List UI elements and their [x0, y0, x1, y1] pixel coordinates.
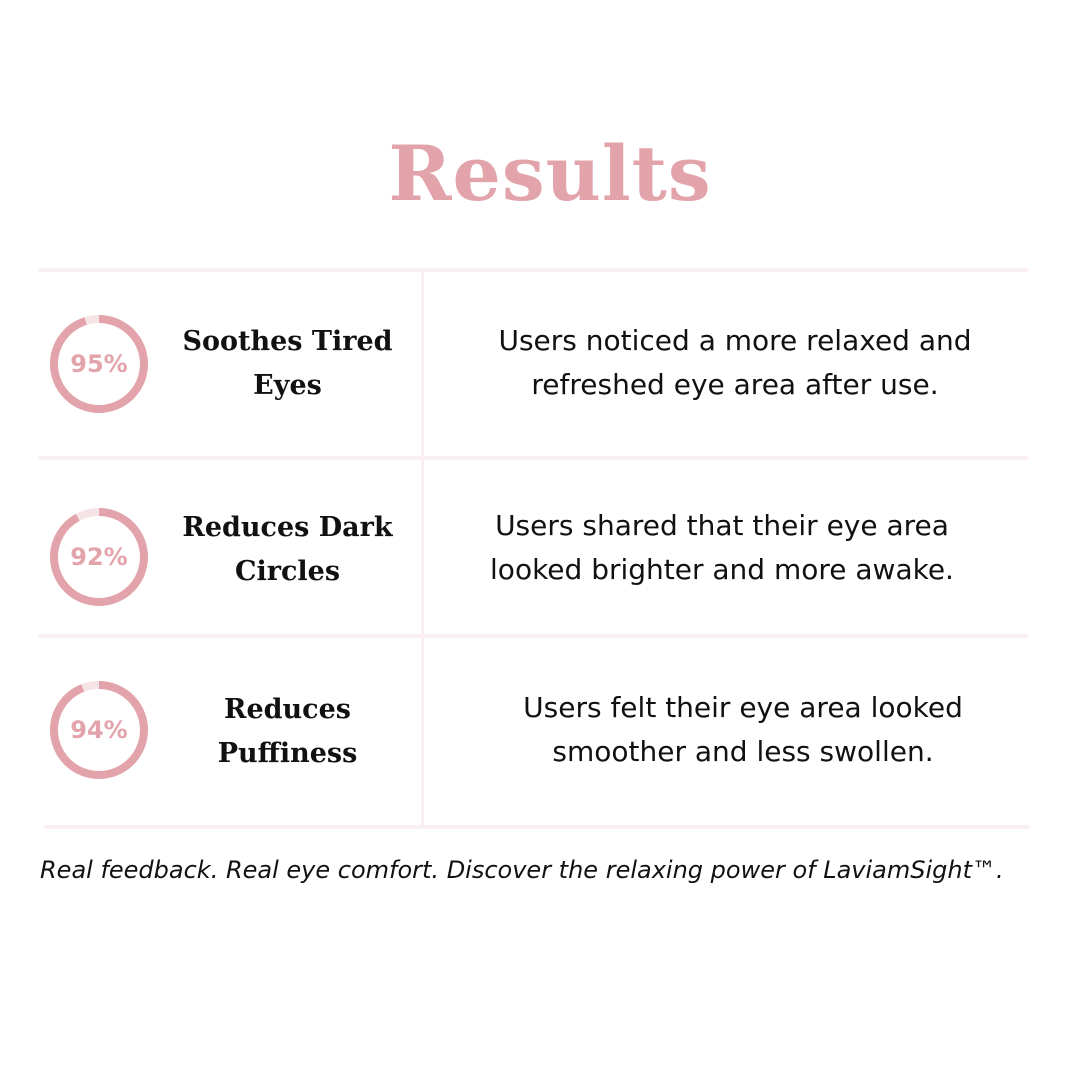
progress-ring — [47, 678, 151, 782]
benefit-title-line: Reduces — [224, 694, 351, 725]
percent-label: 92% — [70, 543, 128, 571]
row-divider — [38, 456, 1028, 460]
benefit-description — [412, 504, 1032, 592]
description-line: Users felt their eye area looked — [523, 691, 963, 724]
page-title: Results — [388, 129, 712, 218]
benefit-title — [170, 688, 405, 776]
description-line: Users noticed a more relaxed and — [498, 324, 972, 357]
description-line: Users shared that their eye area — [495, 509, 949, 542]
benefit-title-line: Circles — [234, 556, 341, 587]
benefit-description — [433, 686, 1053, 774]
progress-ring — [47, 505, 151, 609]
benefit-title-line: Eyes — [253, 370, 322, 401]
footer-tagline: Real feedback. Real eye comfort. Discover the relaxing power of LaviamSight™. — [40, 856, 1004, 884]
benefit-description — [425, 319, 1045, 407]
benefit-title — [170, 320, 405, 408]
benefit-title-line: Reduces Dark — [182, 512, 393, 543]
row-divider — [38, 634, 1028, 638]
table-bottom-divider — [44, 825, 1030, 829]
progress-ring — [47, 312, 151, 416]
percent-label: 95% — [70, 350, 128, 378]
percent-label: 94% — [70, 716, 128, 744]
benefit-title-line: Puffiness — [217, 738, 358, 769]
description-line: smoother and less swollen. — [552, 735, 934, 768]
table-top-divider — [38, 268, 1028, 272]
benefit-title — [170, 506, 405, 594]
description-line: refreshed eye area after use. — [531, 368, 939, 401]
benefit-title-line: Soothes Tired — [182, 326, 393, 357]
description-line: looked brighter and more awake. — [490, 553, 954, 586]
